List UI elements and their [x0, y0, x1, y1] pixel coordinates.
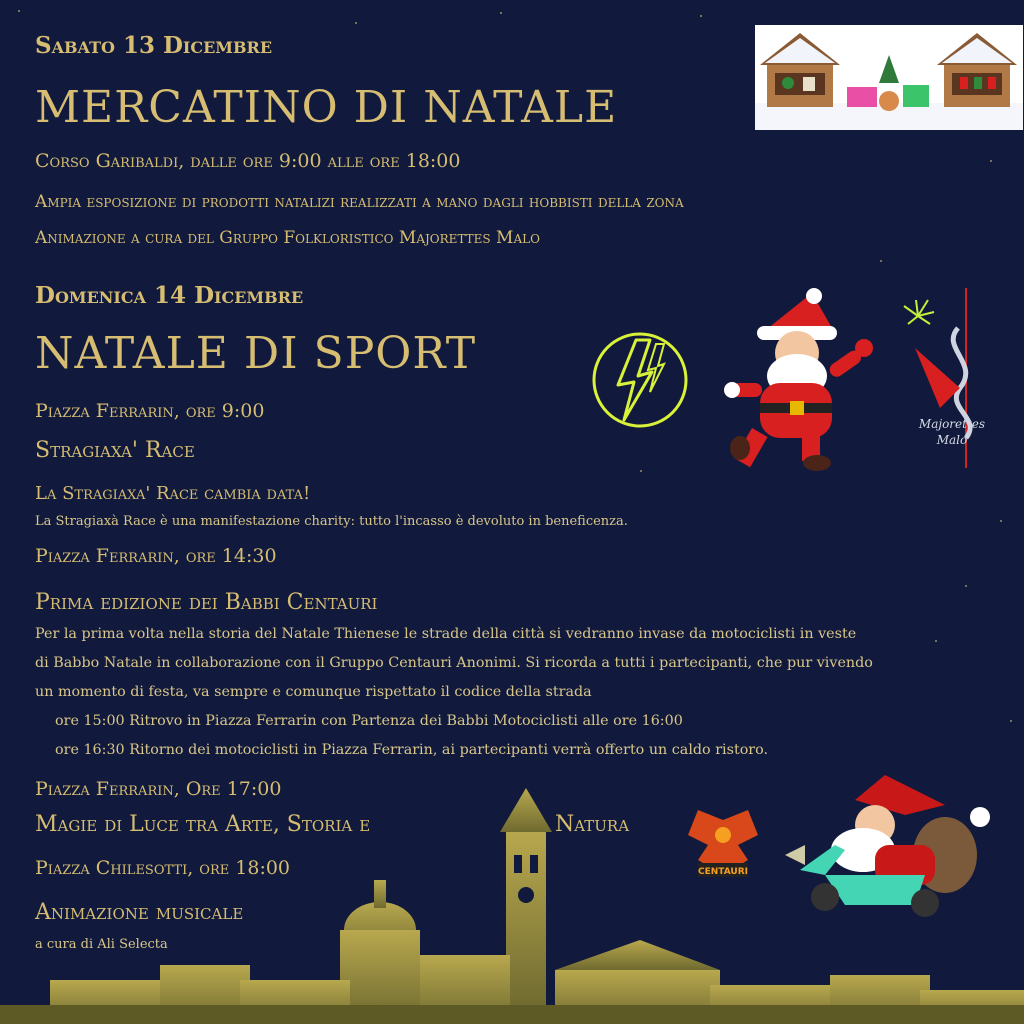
babbi-title: Prima edizione dei Babbi Centauri: [35, 590, 378, 615]
majorettes-logo-text-2: Malo: [936, 433, 968, 447]
luce-title-a: Magie di Luce tra Arte, Storia e: [35, 812, 371, 837]
market-stalls-illustration: [755, 25, 1023, 130]
sport-title: NATALE DI SPORT: [35, 328, 477, 379]
market-title: MERCATINO DI NATALE: [35, 82, 618, 133]
market-desc-2: Animazione a cura del Gruppo Folkloristico Majorettes Malo: [35, 228, 540, 248]
saturday-date: Sabato 13 Dicembre: [35, 32, 273, 59]
race-title: Stragiaxa' Race: [35, 438, 195, 463]
sunday-date: Domenica 14 Dicembre: [35, 282, 304, 309]
majorettes-logo-text-1: Majorettes: [918, 417, 986, 431]
majorettes-malo-logo: [900, 288, 1000, 473]
babbi-time-2: ore 16:30 Ritorno dei motociclisti in Piazza Ferrarin, ai partecipanti verrà offerto un caldo ristoro.: [55, 742, 769, 758]
babbi-place: Piazza Ferrarin, ore 14:30: [35, 545, 277, 567]
market-place: Corso Garibaldi, dalle ore 9:00 alle ore 18:00: [35, 150, 461, 172]
town-skyline-silhouette: [0, 780, 1024, 1024]
race-note: La Stragiaxa' Race cambia data!: [35, 483, 311, 504]
music-title: Animazione musicale: [35, 900, 244, 925]
luce-place: Piazza Ferrarin, Ore 17:00: [35, 778, 282, 800]
santa-running-illustration: [722, 288, 882, 473]
fulmine-running-team-logo: [590, 330, 690, 430]
babbi-desc-1: Per la prima volta nella storia del Natale Thienese le strade della città si vedranno invase da motociclisti in veste: [35, 626, 857, 642]
music-credit: a cura di Ali Selecta: [35, 937, 168, 952]
centauri-logo-text: CENTAURI: [697, 867, 749, 877]
babbi-desc-2: di Babbo Natale in collaborazione con il Gruppo Centauri Anonimi. Si ricorda a tutti i partecipanti, che pur vivendo: [35, 655, 873, 671]
market-desc-1: Ampia esposizione di prodotti natalizi realizzati a mano dagli hobbisti della zona: [35, 192, 684, 212]
luce-title-b: Natura: [555, 812, 630, 837]
babbi-time-1: ore 15:00 Ritrovo in Piazza Ferrarin con Partenza dei Babbi Motociclisti alle ore 16:00: [55, 713, 683, 729]
race-desc: La Stragiaxà Race è una manifestazione charity: tutto l'incasso è devoluto in beneficenza.: [35, 514, 628, 529]
music-place: Piazza Chilesotti, ore 18:00: [35, 857, 291, 879]
race-place: Piazza Ferrarin, ore 9:00: [35, 400, 265, 422]
babbi-desc-3: un momento di festa, va sempre e comunque rispettato il codice della strada: [35, 684, 592, 700]
